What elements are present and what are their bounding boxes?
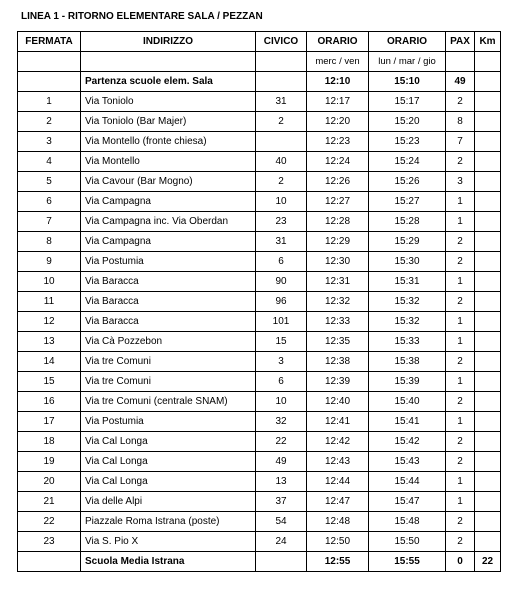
table-row [18, 172, 501, 192]
stop-km-cell [475, 412, 501, 432]
stop-orario-1: 12:32 [307, 292, 369, 312]
stop-pax: 1 [446, 412, 475, 432]
stop-orario-1: 12:41 [307, 412, 369, 432]
stop-number: 6 [18, 192, 81, 212]
stop-km-cell [475, 432, 501, 452]
stop-civico: 31 [256, 92, 307, 112]
stop-orario-1: 12:42 [307, 432, 369, 452]
stop-km-cell [475, 472, 501, 492]
stop-orario-2: 15:48 [369, 512, 446, 532]
stop-orario-2: 15:32 [369, 292, 446, 312]
stop-pax: 7 [446, 132, 475, 152]
stop-civico: 49 [256, 452, 307, 472]
stop-civico: 2 [256, 172, 307, 192]
stop-pax: 1 [446, 192, 475, 212]
stop-number: 16 [18, 392, 81, 412]
stop-orario-1: 12:43 [307, 452, 369, 472]
stop-pax: 3 [446, 172, 475, 192]
stop-number: 2 [18, 112, 81, 132]
stop-orario-2: 15:40 [369, 392, 446, 412]
stop-pax: 2 [446, 292, 475, 312]
stop-orario-1: 12:33 [307, 312, 369, 332]
start-km-cell [475, 72, 501, 92]
stop-number: 23 [18, 532, 81, 552]
stop-orario-1: 12:24 [307, 152, 369, 172]
table-row [18, 272, 501, 292]
stop-number: 14 [18, 352, 81, 372]
stop-number: 22 [18, 512, 81, 532]
stop-number: 5 [18, 172, 81, 192]
stop-address: Via Campagna [81, 232, 256, 252]
table-row [18, 332, 501, 352]
stop-orario-1: 12:30 [307, 252, 369, 272]
stop-number: 21 [18, 492, 81, 512]
stop-pax: 2 [446, 252, 475, 272]
stop-civico: 15 [256, 332, 307, 352]
stop-orario-2: 15:26 [369, 172, 446, 192]
stop-civico: 2 [256, 112, 307, 132]
stop-pax: 2 [446, 92, 475, 112]
end-km: 22 [475, 552, 501, 572]
stop-number: 1 [18, 92, 81, 112]
stop-orario-2: 15:33 [369, 332, 446, 352]
stop-address: Via tre Comuni (centrale SNAM) [81, 392, 256, 412]
stop-km-cell [475, 92, 501, 112]
stop-orario-1: 12:39 [307, 372, 369, 392]
stop-orario-2: 15:27 [369, 192, 446, 212]
stop-pax: 1 [446, 372, 475, 392]
stop-address: Via Campagna [81, 192, 256, 212]
stop-address: Via Toniolo [81, 92, 256, 112]
stop-km-cell [475, 392, 501, 412]
stop-civico: 23 [256, 212, 307, 232]
stop-civico: 10 [256, 392, 307, 412]
table-row [18, 212, 501, 232]
stop-address: Via delle Alpi [81, 492, 256, 512]
stop-number: 3 [18, 132, 81, 152]
stop-orario-1: 12:26 [307, 172, 369, 192]
stop-km-cell [475, 352, 501, 372]
stop-address: Via Cal Longa [81, 452, 256, 472]
table-row [18, 452, 501, 472]
stop-pax: 1 [446, 312, 475, 332]
stop-orario-2: 15:38 [369, 352, 446, 372]
stop-number: 10 [18, 272, 81, 292]
stop-civico: 22 [256, 432, 307, 452]
start-orario-1: 12:10 [307, 72, 369, 92]
end-pax: 0 [446, 552, 475, 572]
stop-orario-2: 15:42 [369, 432, 446, 452]
stop-km-cell [475, 332, 501, 352]
stop-address: Via Baracca [81, 312, 256, 332]
stop-pax: 2 [446, 232, 475, 252]
stop-km-cell [475, 452, 501, 472]
stop-civico: 90 [256, 272, 307, 292]
table-row [18, 232, 501, 252]
col-header-civico: CIVICO [256, 32, 307, 52]
stop-address: Via Campagna inc. Via Oberdan [81, 212, 256, 232]
table-row [18, 412, 501, 432]
table-row [18, 132, 501, 152]
stop-orario-2: 15:43 [369, 452, 446, 472]
stop-km-cell [475, 372, 501, 392]
stop-orario-2: 15:28 [369, 212, 446, 232]
subheader-empty-cell [475, 52, 501, 72]
stop-orario-1: 12:23 [307, 132, 369, 152]
table-row [18, 312, 501, 332]
stop-number: 7 [18, 212, 81, 232]
table-row [18, 352, 501, 372]
stop-orario-2: 15:24 [369, 152, 446, 172]
stop-km-cell [475, 152, 501, 172]
col-header-pax: PAX [446, 32, 475, 52]
stop-number: 11 [18, 292, 81, 312]
start-pax: 49 [446, 72, 475, 92]
stop-orario-1: 12:20 [307, 112, 369, 132]
subheader-empty-cell [256, 52, 307, 72]
stop-pax: 1 [446, 212, 475, 232]
stop-number: 17 [18, 412, 81, 432]
stop-pax: 2 [446, 392, 475, 412]
stop-km-cell [475, 232, 501, 252]
stop-civico: 6 [256, 252, 307, 272]
subheader-orario-1: merc / ven [307, 52, 369, 72]
stop-number: 9 [18, 252, 81, 272]
start-row [18, 72, 501, 92]
stop-orario-1: 12:29 [307, 232, 369, 252]
stop-orario-2: 15:44 [369, 472, 446, 492]
stop-km-cell [475, 132, 501, 152]
stop-orario-1: 12:50 [307, 532, 369, 552]
stop-orario-2: 15:30 [369, 252, 446, 272]
stop-orario-2: 15:41 [369, 412, 446, 432]
table-row [18, 292, 501, 312]
subheader-empty-cell [446, 52, 475, 72]
stop-orario-1: 12:38 [307, 352, 369, 372]
stop-address: Piazzale Roma Istrana (poste) [81, 512, 256, 532]
stop-civico: 54 [256, 512, 307, 532]
stop-km-cell [475, 292, 501, 312]
stop-orario-1: 12:48 [307, 512, 369, 532]
stop-civico: 40 [256, 152, 307, 172]
stop-number: 8 [18, 232, 81, 252]
stop-address: Via Postumia [81, 252, 256, 272]
stop-orario-1: 12:17 [307, 92, 369, 112]
table-row [18, 392, 501, 412]
col-header-orario-2: ORARIO [369, 32, 446, 52]
start-orario-2: 15:10 [369, 72, 446, 92]
stop-pax: 1 [446, 492, 475, 512]
stop-civico: 37 [256, 492, 307, 512]
end-row [18, 552, 501, 572]
start-fermata-cell [18, 72, 81, 92]
stop-km-cell [475, 532, 501, 552]
stop-orario-2: 15:23 [369, 132, 446, 152]
stop-number: 15 [18, 372, 81, 392]
table-row [18, 192, 501, 212]
stop-pax: 8 [446, 112, 475, 132]
stop-address: Via tre Comuni [81, 352, 256, 372]
stop-orario-1: 12:27 [307, 192, 369, 212]
stop-civico: 31 [256, 232, 307, 252]
stop-number: 20 [18, 472, 81, 492]
stop-address: Via Montello [81, 152, 256, 172]
col-header-indirizzo: INDIRIZZO [81, 32, 256, 52]
table-row [18, 532, 501, 552]
stop-address: Via Postumia [81, 412, 256, 432]
stop-km-cell [475, 512, 501, 532]
stop-address: Via Baracca [81, 272, 256, 292]
stop-number: 4 [18, 152, 81, 172]
stop-pax: 2 [446, 532, 475, 552]
table-row [18, 512, 501, 532]
subheader-row [18, 52, 501, 72]
table-row [18, 92, 501, 112]
stop-orario-1: 12:40 [307, 392, 369, 412]
col-header-fermata: FERMATA [18, 32, 81, 52]
table-row [18, 372, 501, 392]
end-fermata-cell [18, 552, 81, 572]
stop-km-cell [475, 272, 501, 292]
stop-km-cell [475, 172, 501, 192]
schedule-table [17, 31, 501, 572]
stop-orario-1: 12:28 [307, 212, 369, 232]
stop-number: 13 [18, 332, 81, 352]
stop-civico: 24 [256, 532, 307, 552]
stop-pax: 1 [446, 332, 475, 352]
end-orario-2: 15:55 [369, 552, 446, 572]
start-indirizzo: Partenza scuole elem. Sala [81, 72, 256, 92]
document-title: LINEA 1 - RITORNO ELEMENTARE SALA / PEZZAN [21, 11, 263, 22]
stop-orario-2: 15:39 [369, 372, 446, 392]
stop-km-cell [475, 212, 501, 232]
stop-km-cell [475, 192, 501, 212]
col-header-km: Km [475, 32, 501, 52]
subheader-empty-cell [18, 52, 81, 72]
stop-orario-2: 15:20 [369, 112, 446, 132]
stop-pax: 2 [446, 512, 475, 532]
stop-number: 18 [18, 432, 81, 452]
stop-orario-1: 12:31 [307, 272, 369, 292]
end-indirizzo: Scuola Media Istrana [81, 552, 256, 572]
stop-orario-2: 15:17 [369, 92, 446, 112]
stop-address: Via Baracca [81, 292, 256, 312]
stop-pax: 2 [446, 352, 475, 372]
stop-pax: 1 [446, 272, 475, 292]
stop-address: Via Cavour (Bar Mogno) [81, 172, 256, 192]
stop-orario-2: 15:31 [369, 272, 446, 292]
stop-orario-1: 12:35 [307, 332, 369, 352]
stop-civico: 3 [256, 352, 307, 372]
stop-pax: 2 [446, 432, 475, 452]
stop-pax: 2 [446, 152, 475, 172]
stop-orario-2: 15:29 [369, 232, 446, 252]
stop-km-cell [475, 252, 501, 272]
stop-pax: 1 [446, 472, 475, 492]
subheader-orario-2: lun / mar / gio [369, 52, 446, 72]
stop-address: Via Toniolo (Bar Majer) [81, 112, 256, 132]
stop-orario-2: 15:47 [369, 492, 446, 512]
header-row [18, 32, 501, 52]
stop-civico: 13 [256, 472, 307, 492]
stop-civico: 10 [256, 192, 307, 212]
start-civico-cell [256, 72, 307, 92]
stop-address: Via Cal Longa [81, 472, 256, 492]
end-orario-1: 12:55 [307, 552, 369, 572]
stop-pax: 2 [446, 452, 475, 472]
stop-civico: 32 [256, 412, 307, 432]
stop-orario-1: 12:47 [307, 492, 369, 512]
table-row [18, 472, 501, 492]
col-header-orario-1: ORARIO [307, 32, 369, 52]
stop-orario-2: 15:32 [369, 312, 446, 332]
stop-orario-2: 15:50 [369, 532, 446, 552]
table-row [18, 152, 501, 172]
stop-civico: 6 [256, 372, 307, 392]
stop-km-cell [475, 312, 501, 332]
table-row [18, 252, 501, 272]
stop-civico [256, 132, 307, 152]
table-row [18, 112, 501, 132]
stop-number: 19 [18, 452, 81, 472]
subheader-empty-cell [81, 52, 256, 72]
stop-address: Via Cà Pozzebon [81, 332, 256, 352]
stop-civico: 96 [256, 292, 307, 312]
stop-civico: 101 [256, 312, 307, 332]
stop-orario-1: 12:44 [307, 472, 369, 492]
end-civico-cell [256, 552, 307, 572]
stop-km-cell [475, 112, 501, 132]
stop-address: Via S. Pio X [81, 532, 256, 552]
table-row [18, 492, 501, 512]
stop-km-cell [475, 492, 501, 512]
stop-address: Via Montello (fronte chiesa) [81, 132, 256, 152]
stop-address: Via Cal Longa [81, 432, 256, 452]
stop-number: 12 [18, 312, 81, 332]
stop-address: Via tre Comuni [81, 372, 256, 392]
table-row [18, 432, 501, 452]
